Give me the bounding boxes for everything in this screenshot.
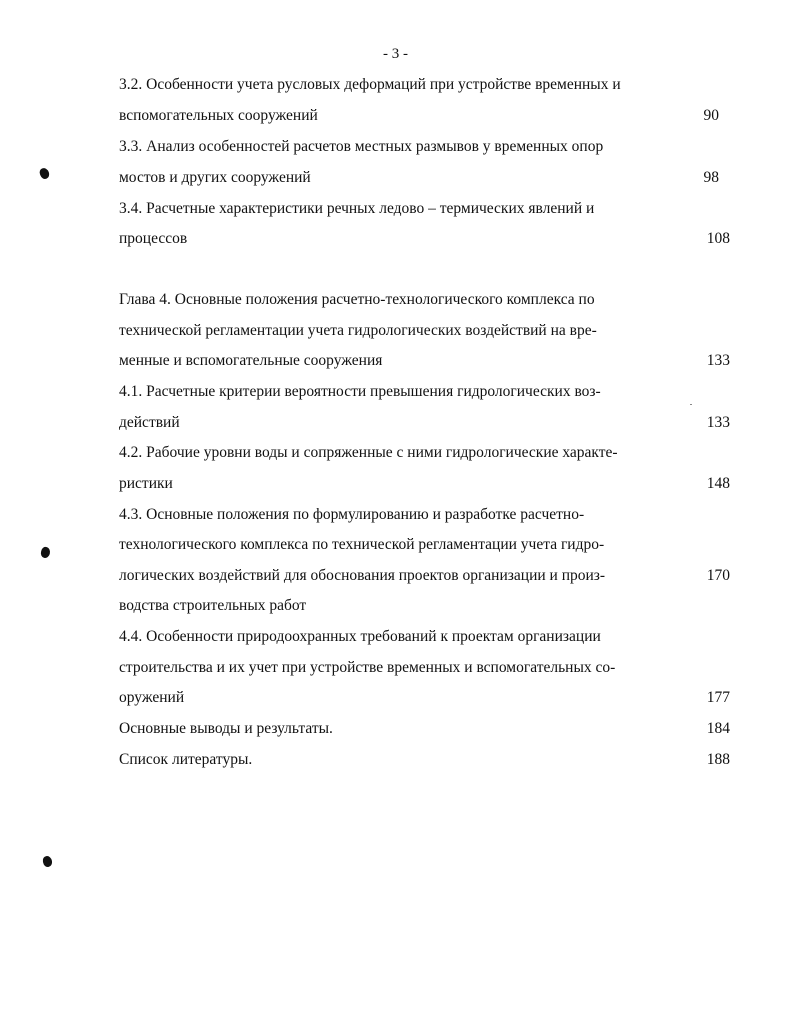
toc-page-number: 108 — [706, 230, 730, 247]
toc-entry-text: Основные выводы и результаты. — [119, 720, 333, 737]
scan-hole-mark-bottom — [42, 855, 53, 867]
toc-entry-text: менные и вспомогательные сооружения — [119, 352, 383, 369]
toc-page-number: 148 — [706, 475, 730, 492]
toc-entry-text: Список литературы. — [119, 751, 253, 768]
toc-page-number: 188 — [706, 751, 730, 768]
toc-entry-text: технологического комплекса по технической регламентации учета гидро- — [119, 536, 605, 553]
toc-entry-text: 3.2. Особенности учета русловых деформаций при устройстве временных и — [119, 76, 621, 93]
toc-entry-text: мостов и других сооружений — [119, 169, 311, 186]
toc-page-number: 133 — [706, 414, 730, 431]
toc-entry-text: технической регламентации учета гидрологических воздействий на вре- — [119, 322, 597, 339]
toc-entry-text: оружений — [119, 689, 185, 706]
scan-hole-mark-top — [38, 167, 50, 180]
toc-page-number: 170 — [706, 567, 730, 584]
toc-page-number: 184 — [706, 720, 730, 737]
toc-page-number: 90 — [703, 107, 719, 124]
scan-speck — [690, 404, 692, 405]
toc-entry-text: 3.4. Расчетные характеристики речных ледово – термических явлений и — [119, 200, 595, 217]
toc-page-number: 177 — [706, 689, 730, 706]
toc-entry-text: 4.3. Основные положения по формулированию и разработке расчетно- — [119, 506, 585, 523]
toc-entry-text: процессов — [119, 230, 188, 247]
toc-entry-text: вспомогательных сооружений — [119, 107, 318, 124]
toc-entry-text: Глава 4. Основные положения расчетно-технологического комплекса по — [119, 291, 595, 308]
toc-entry-text: строительства и их учет при устройстве временных и вспомогательных со- — [119, 659, 616, 676]
toc-entry-text: 4.2. Рабочие уровни воды и сопряженные с ними гидрологические характе- — [119, 444, 618, 461]
toc-entry-text: 4.4. Особенности природоохранных требований к проектам организации — [119, 628, 601, 645]
toc-page-number: 133 — [706, 352, 730, 369]
toc-entry-text: 3.3. Анализ особенностей расчетов местных размывов у временных опор — [119, 138, 604, 155]
page-number: - 3 - — [383, 46, 408, 62]
toc-page-number: 98 — [703, 169, 719, 186]
toc-entry-text: водства строительных работ — [119, 597, 307, 614]
toc-entry-text: действий — [119, 414, 180, 431]
toc-entry-text: логических воздействий для обоснования проектов организации и произ- — [119, 567, 606, 584]
toc-entry-text: 4.1. Расчетные критерии вероятности превышения гидрологических воз- — [119, 383, 601, 400]
scan-hole-mark-middle — [40, 546, 52, 559]
toc-entry-text: ристики — [119, 475, 173, 492]
